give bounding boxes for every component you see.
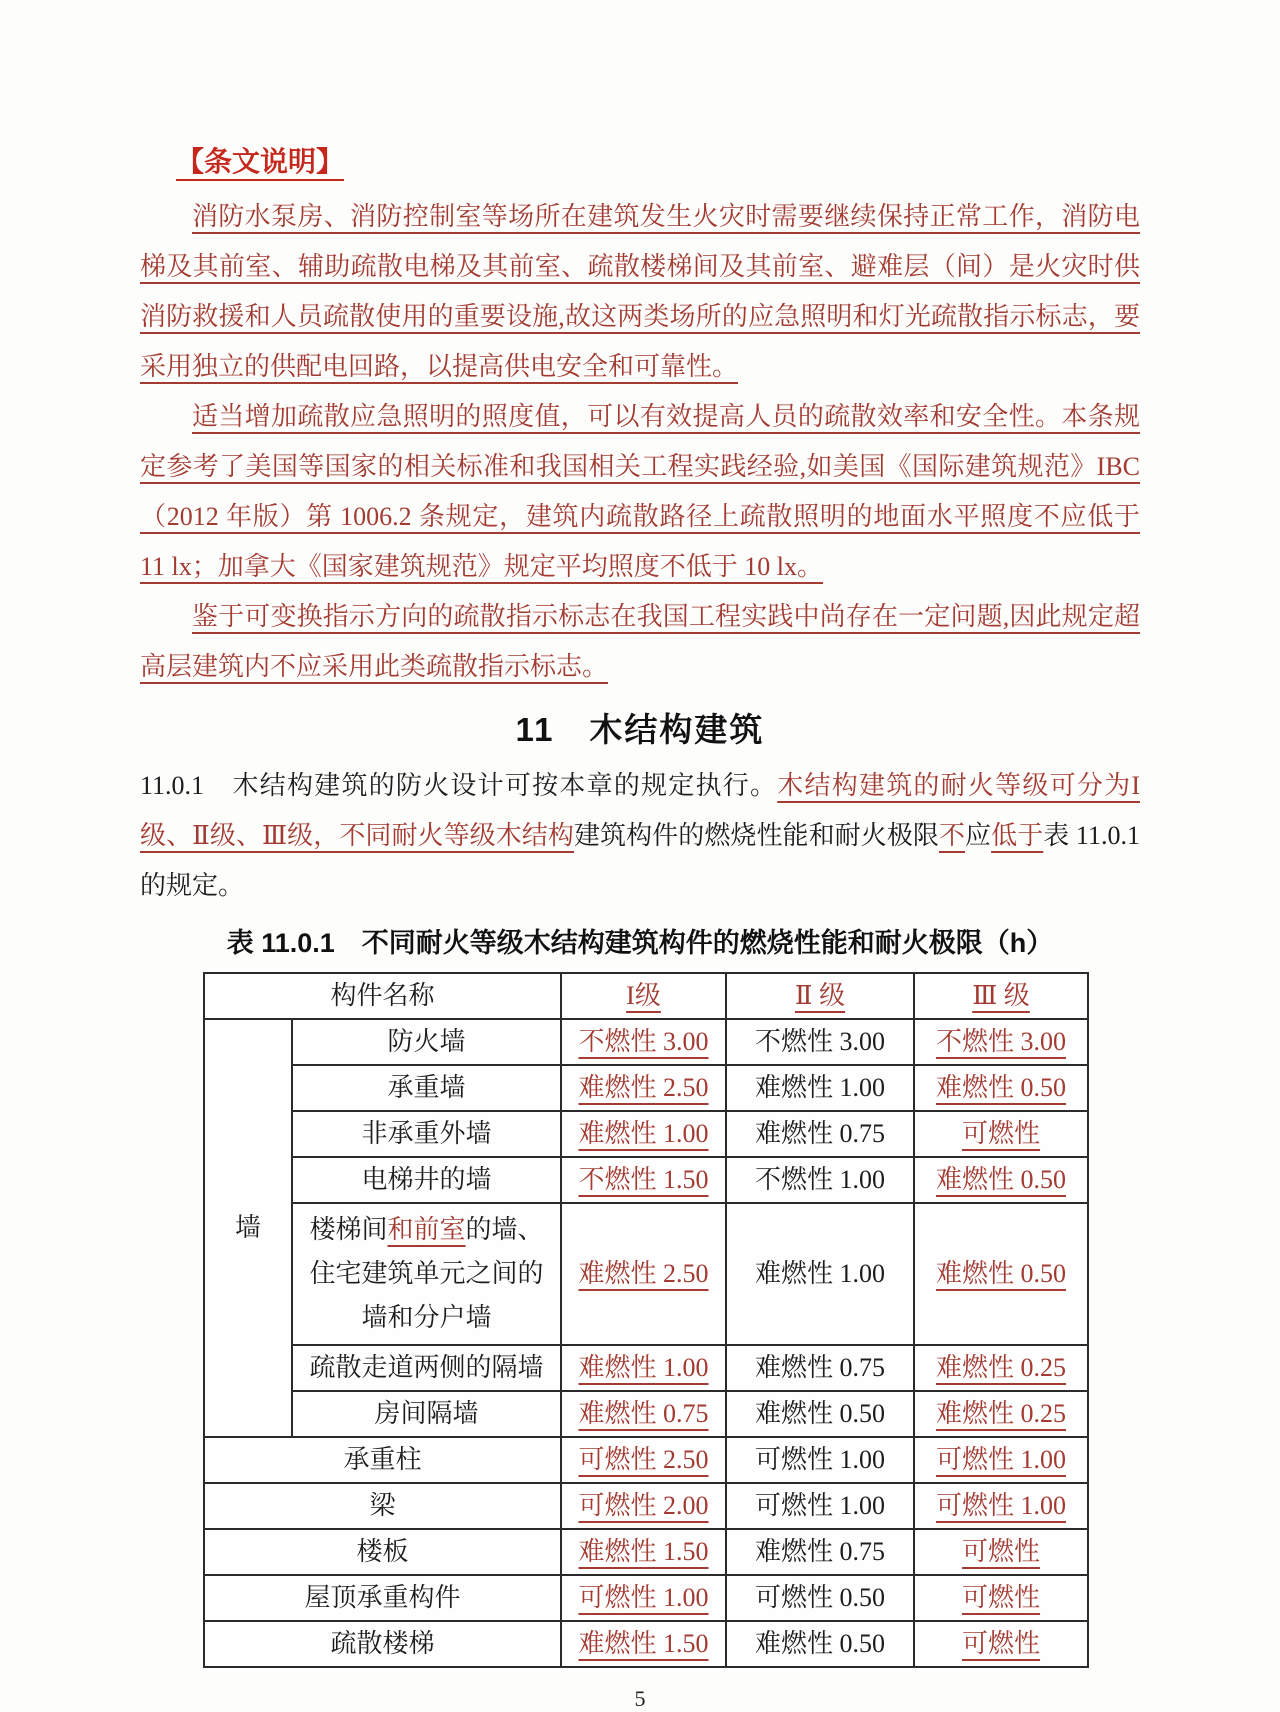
rating-cell xyxy=(726,1111,914,1157)
rating-cell xyxy=(914,1437,1088,1483)
text-segment: 适当增加疏散应急照明的照度值，可以有效提高人员的疏散效率和安全性。本条规定参考了美国等国家的相关标准和我国相关工程实践经验,如美国《国际建筑规范》IBC（2012 年版）第 1006.2 条规定，建筑内疏散路径上疏散照明的地面水平照度不应低于 11 lx；加拿大《国家建筑规范》规定平均照度不低于 10 lx。 xyxy=(140,402,1140,581)
rating-cell xyxy=(561,1345,726,1391)
component-name-cell xyxy=(204,1437,561,1483)
component-name-cell xyxy=(292,1157,561,1203)
table-title: 表 11.0.1 不同耐火等级木结构建筑构件的燃烧性能和耐火极限（h） xyxy=(226,928,1054,958)
text-segment: 可燃性 1.00 xyxy=(755,1445,886,1474)
rating-cell xyxy=(726,1391,914,1437)
component-name-cell xyxy=(292,1391,561,1437)
text-segment: 承重墙 xyxy=(387,1073,466,1102)
rating-cell xyxy=(726,1019,914,1065)
rating-cell xyxy=(561,1621,726,1667)
text-segment: 难燃性 0.75 xyxy=(755,1537,886,1566)
rating-cell xyxy=(561,1111,726,1157)
text-segment: 难燃性 0.75 xyxy=(755,1353,886,1382)
wall-group-label-cell: 墙 xyxy=(204,1019,292,1437)
rating-cell xyxy=(726,1203,914,1345)
text-segment: 可燃性 1.00 xyxy=(936,1491,1067,1520)
table-row xyxy=(204,1157,1088,1203)
component-name-cell xyxy=(204,1575,561,1621)
text-segment: 梁 xyxy=(369,1491,396,1520)
table-row xyxy=(204,1345,1088,1391)
table-row xyxy=(204,1391,1088,1437)
component-name-cell xyxy=(292,1065,561,1111)
text-segment: 可燃性 xyxy=(962,1583,1041,1612)
paragraph-illuminance xyxy=(140,392,1140,592)
rating-cell xyxy=(914,1529,1088,1575)
header-level-3 xyxy=(914,973,1088,1019)
text-segment: 承重柱 xyxy=(343,1445,422,1474)
text-segment: I级 xyxy=(626,981,661,1010)
text-segment: 楼板 xyxy=(356,1537,409,1566)
text-segment: 可燃性 1.00 xyxy=(755,1491,886,1520)
component-name-cell xyxy=(204,1529,561,1575)
text-segment: 难燃性 1.00 xyxy=(578,1119,709,1148)
text-segment: 难燃性 1.00 xyxy=(578,1353,709,1382)
text-segment: 可燃性 2.50 xyxy=(578,1445,709,1474)
text-segment: 难燃性 1.00 xyxy=(755,1073,886,1102)
text-segment: 不燃性 3.00 xyxy=(936,1027,1067,1056)
table-row xyxy=(204,1575,1088,1621)
rating-cell xyxy=(914,1483,1088,1529)
rating-cell xyxy=(726,1621,914,1667)
text-segment: 难燃性 0.75 xyxy=(755,1119,886,1148)
text-segment: 难燃性 0.50 xyxy=(755,1629,886,1658)
component-name-cell xyxy=(292,1203,561,1345)
text-segment: 难燃性 0.50 xyxy=(936,1259,1067,1288)
rating-cell xyxy=(726,1529,914,1575)
header-component-name: 构件名称 xyxy=(204,973,561,1019)
text-segment: 11.0.1 木结构建筑的防火设计可按本章的规定执行。 xyxy=(140,771,778,800)
table-header-row xyxy=(204,973,1088,1019)
header-level-2 xyxy=(726,973,914,1019)
components-table xyxy=(203,972,1089,1668)
table-row xyxy=(204,1019,1088,1065)
text-segment: 的墙、住宅建筑单元之间的墙和分户墙 xyxy=(309,1215,544,1332)
text-segment: 可燃性 0.50 xyxy=(755,1583,886,1612)
text-segment: 电梯井的墙 xyxy=(361,1165,492,1194)
rating-cell xyxy=(914,1345,1088,1391)
rating-cell xyxy=(561,1575,726,1621)
text-segment: 疏散走道两侧的隔墙 xyxy=(309,1353,544,1382)
text-segment: 不燃性 3.00 xyxy=(755,1027,886,1056)
text-segment: 不 xyxy=(938,821,966,850)
text-segment: 难燃性 0.50 xyxy=(936,1165,1067,1194)
clause-11-0-1 xyxy=(140,761,1140,911)
rating-cell xyxy=(561,1065,726,1111)
header-level-1 xyxy=(561,973,726,1019)
rating-cell xyxy=(561,1437,726,1483)
text-segment: 难燃性 0.25 xyxy=(936,1399,1067,1428)
rating-cell xyxy=(561,1529,726,1575)
component-name-cell xyxy=(204,1621,561,1667)
component-name-cell xyxy=(292,1111,561,1157)
text-segment: 建筑构件的燃烧性能和耐火极限 xyxy=(573,821,939,850)
rating-cell xyxy=(561,1483,726,1529)
rating-cell xyxy=(914,1203,1088,1345)
table-row xyxy=(204,1621,1088,1667)
text-segment: 表 11.0.1 的规定。 xyxy=(140,821,1140,900)
text-segment: 可燃性 1.00 xyxy=(578,1583,709,1612)
table-row xyxy=(204,1529,1088,1575)
rating-cell xyxy=(726,1437,914,1483)
rating-cell xyxy=(914,1575,1088,1621)
text-segment: 不燃性 3.00 xyxy=(578,1027,709,1056)
text-segment: 和前室 xyxy=(387,1215,466,1244)
text-segment: 难燃性 0.25 xyxy=(936,1353,1067,1382)
components-table-body xyxy=(204,1019,1088,1667)
rating-cell xyxy=(726,1483,914,1529)
text-segment: 房间隔墙 xyxy=(374,1399,479,1428)
table-row xyxy=(204,1111,1088,1157)
rating-cell xyxy=(726,1575,914,1621)
rating-cell xyxy=(914,1111,1088,1157)
text-segment: 难燃性 1.50 xyxy=(578,1537,709,1566)
component-name-cell xyxy=(292,1019,561,1065)
text-segment: 鉴于可变换指示方向的疏散指示标志在我国工程实践中尚存在一定问题,因此规定超高层建筑内不应采用此类疏散指示标志。 xyxy=(140,602,1140,681)
section-heading: 11 木结构建筑 xyxy=(515,711,765,748)
text-segment: 难燃性 0.50 xyxy=(755,1399,886,1428)
component-name-cell xyxy=(292,1345,561,1391)
table-row xyxy=(204,1483,1088,1529)
text-segment: 不燃性 1.50 xyxy=(578,1165,709,1194)
text-segment: 疏散楼梯 xyxy=(330,1629,435,1658)
text-segment: 难燃性 2.50 xyxy=(578,1073,709,1102)
text-segment: 可燃性 xyxy=(962,1537,1041,1566)
text-segment: 可燃性 2.00 xyxy=(578,1491,709,1520)
text-segment: 消防水泵房、消防控制室等场所在建筑发生火灾时需要继续保持正常工作，消防电梯及其前室、辅助疏散电梯及其前室、疏散楼梯间及其前室、避难层（间）是火灾时供消防救援和人员疏散使用的重要设施,故这两类场所的应急照明和灯光疏散指示标志，要采用独立的供配电回路，以提高供电安全和可靠性。 xyxy=(140,202,1140,381)
annotation-heading: 【条文说明】 xyxy=(176,146,345,177)
text-segment: 应 xyxy=(965,821,992,850)
text-segment: 非承重外墙 xyxy=(361,1119,492,1148)
text-segment: 低于 xyxy=(991,821,1044,850)
paragraph-exit-signs xyxy=(140,592,1140,692)
rating-cell xyxy=(561,1019,726,1065)
text-segment: 木结构建筑的耐火等级可分为I级、Ⅱ级、Ⅲ级，不同耐火等级木结构 xyxy=(140,771,1140,850)
rating-cell xyxy=(726,1345,914,1391)
text-segment: 可燃性 1.00 xyxy=(936,1445,1067,1474)
rating-cell xyxy=(561,1391,726,1437)
rating-cell xyxy=(561,1157,726,1203)
text-segment: Ⅲ 级 xyxy=(972,981,1030,1010)
rating-cell xyxy=(914,1019,1088,1065)
text-segment: 难燃性 1.50 xyxy=(578,1629,709,1658)
text-segment: 不燃性 1.00 xyxy=(755,1165,886,1194)
text-segment: 防火墙 xyxy=(387,1027,466,1056)
text-segment: 难燃性 1.00 xyxy=(755,1259,886,1288)
text-segment: 难燃性 0.75 xyxy=(578,1399,709,1428)
text-segment: 楼梯间 xyxy=(309,1215,388,1244)
text-segment: 难燃性 0.50 xyxy=(936,1073,1067,1102)
rating-cell xyxy=(914,1621,1088,1667)
component-name-cell xyxy=(204,1483,561,1529)
page-number: 5 xyxy=(634,1686,646,1711)
text-segment: Ⅱ 级 xyxy=(794,981,846,1010)
table-row xyxy=(204,1065,1088,1111)
rating-cell xyxy=(726,1157,914,1203)
text-segment: 可燃性 xyxy=(962,1629,1041,1658)
text-segment: 难燃性 2.50 xyxy=(578,1259,709,1288)
rating-cell xyxy=(914,1065,1088,1111)
paragraph-emergency-power xyxy=(140,192,1140,392)
text-segment: 可燃性 xyxy=(962,1119,1041,1148)
table-row xyxy=(204,1203,1088,1345)
text-segment: 屋顶承重构件 xyxy=(304,1583,461,1612)
rating-cell xyxy=(726,1065,914,1111)
table-row xyxy=(204,1437,1088,1483)
rating-cell xyxy=(914,1391,1088,1437)
rating-cell xyxy=(914,1157,1088,1203)
rating-cell xyxy=(561,1203,726,1345)
